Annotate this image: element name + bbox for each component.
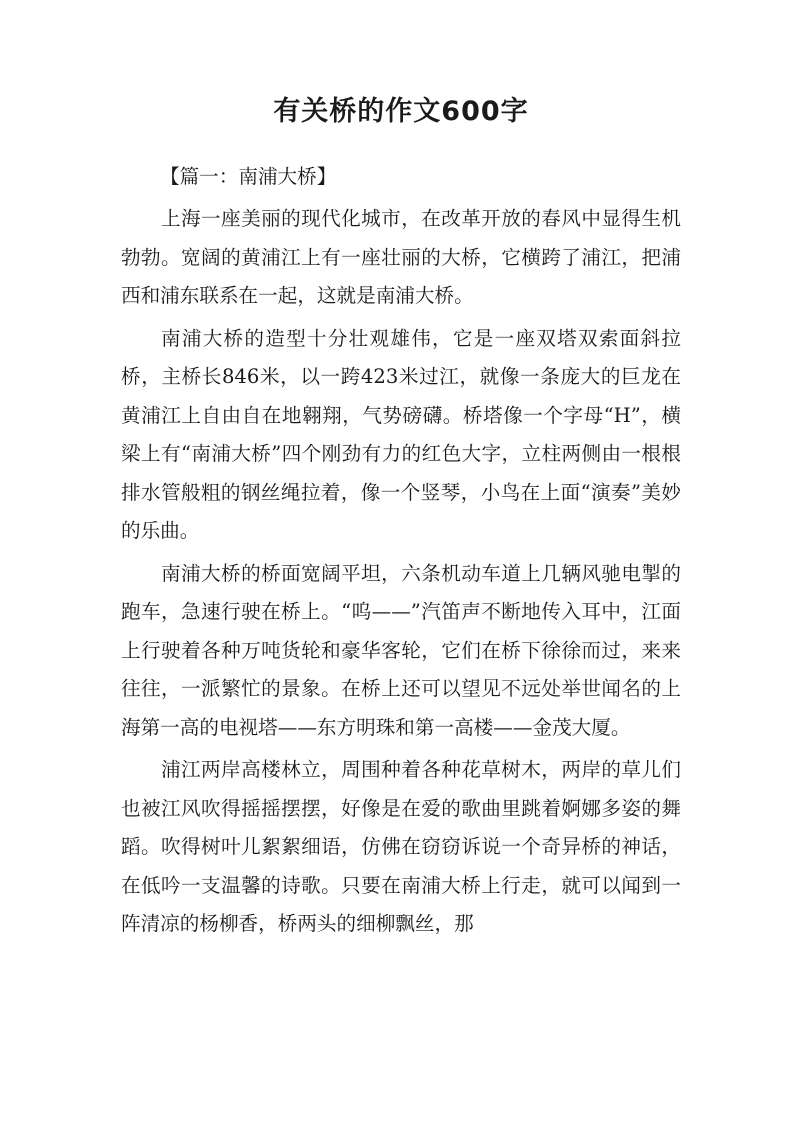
section-heading: 【篇一：南浦大桥】 [160, 165, 337, 188]
paragraph-4: 浦江两岸高楼林立，周围种着各种花草树木，两岸的草儿们也被江风吹得摇摇摆摆，好像是在爱的歌曲里跳着婀娜多姿的舞蹈。吹得树叶儿絮絮细语，仿佛在窃窃诉说一个奇异桥的神话，在低吟一支温馨的诗歌。只要在南浦大桥上行走，就可以闻到一阵清凉的杨柳香，桥两头的细柳飘丝，那 [121, 758, 681, 935]
paragraph-1: 上海一座美丽的现代化城市，在改革开放的春风中显得生机勃勃。宽阔的黄浦江上有一座壮丽的大桥，它横跨了浦江，把浦西和浦东联系在一起，这就是南浦大桥。 [121, 207, 681, 307]
paragraph-2: 南浦大桥的造型十分壮观雄伟，它是一座双塔双索面斜拉桥，主桥长846米，以一跨423米过江，就像一条庞大的巨龙在黄浦江上自由自在地翱翔，气势磅礴。桥塔像一个字母“H”，横梁上有“南浦大桥”四个刚劲有力的红色大字，立柱两侧由一根根排水管般粗的钢丝绳拉着，像一个竖琴，小鸟在上面“演奏”美妙的乐曲。 [121, 326, 681, 542]
paragraph-3: 南浦大桥的桥面宽阔平坦，六条机动车道上几辆风驰电掣的跑车，急速行驶在桥上。“呜——”汽笛声不断地传入耳中，江面上行驶着各种万吨货轮和豪华客轮，它们在桥下徐徐而过，来来往往，一派繁忙的景象。在桥上还可以望见不远处举世闻名的上海第一高的电视塔——东方明珠和第一高楼——金茂大厦。 [121, 561, 681, 739]
document-title: 有关桥的作文600字 [273, 96, 529, 127]
